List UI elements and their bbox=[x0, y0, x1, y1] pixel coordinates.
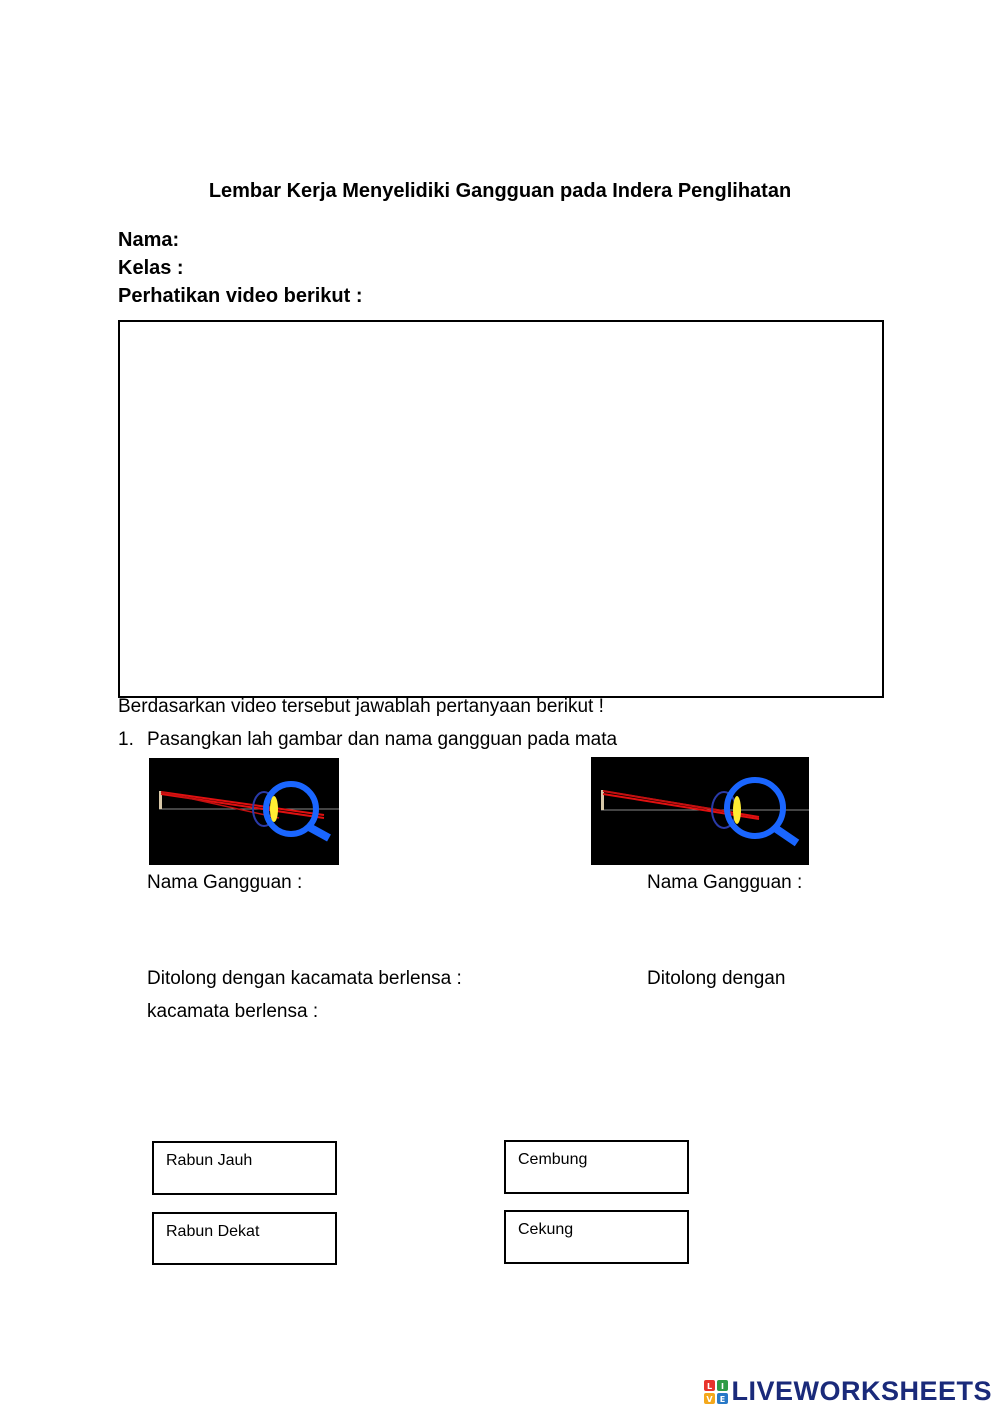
liveworksheets-logo-icon bbox=[704, 1380, 728, 1404]
right-nama-gangguan-label: Nama Gangguan : bbox=[647, 872, 803, 893]
answer-box-label: Cembung bbox=[518, 1151, 588, 1168]
answer-box-rabun-dekat[interactable] bbox=[152, 1212, 337, 1265]
svg-text:I: I bbox=[721, 1381, 725, 1391]
right-ditolong-label: Ditolong dengan bbox=[647, 968, 786, 989]
eye-diagram-left-svg bbox=[149, 758, 339, 865]
svg-text:L: L bbox=[707, 1381, 713, 1391]
eye-diagram-right bbox=[591, 757, 809, 865]
question-1-number: 1. bbox=[118, 729, 134, 750]
answer-box-label: Cekung bbox=[518, 1221, 574, 1238]
answer-box-label: Rabun Jauh bbox=[166, 1152, 253, 1169]
question-1-text: Pasangkan lah gambar dan nama gangguan pada mata bbox=[147, 729, 618, 750]
answer-box-cekung[interactable] bbox=[504, 1210, 689, 1264]
liveworksheets-logo bbox=[704, 1376, 992, 1407]
answer-box-rabun-jauh[interactable] bbox=[152, 1141, 337, 1195]
answer-box-label: Rabun Dekat bbox=[166, 1223, 260, 1240]
right-ditolong-label-continued: kacamata berlensa : bbox=[147, 1001, 319, 1022]
questions-intro: Berdasarkan video tersebut jawablah pertanyaan berikut ! bbox=[118, 696, 604, 717]
nama-label: Nama: bbox=[118, 229, 180, 251]
left-nama-gangguan-label: Nama Gangguan : bbox=[147, 872, 303, 893]
left-ditolong-label: Ditolong dengan kacamata berlensa : bbox=[147, 968, 462, 989]
page-title: Lembar Kerja Menyelidiki Gangguan pada Indera Penglihatan bbox=[208, 180, 792, 202]
eye-diagram-left bbox=[149, 758, 339, 865]
answer-box-cembung[interactable] bbox=[504, 1140, 689, 1194]
svg-text:E: E bbox=[720, 1394, 726, 1404]
liveworksheets-logo-text: LIVEWORKSHEETS bbox=[731, 1376, 992, 1406]
video-frame[interactable] bbox=[118, 320, 884, 698]
svg-text:V: V bbox=[706, 1394, 714, 1404]
eye-diagram-right-svg bbox=[591, 757, 809, 865]
kelas-label: Kelas : bbox=[118, 257, 184, 279]
video-instruction: Perhatikan video berikut : bbox=[118, 285, 363, 307]
